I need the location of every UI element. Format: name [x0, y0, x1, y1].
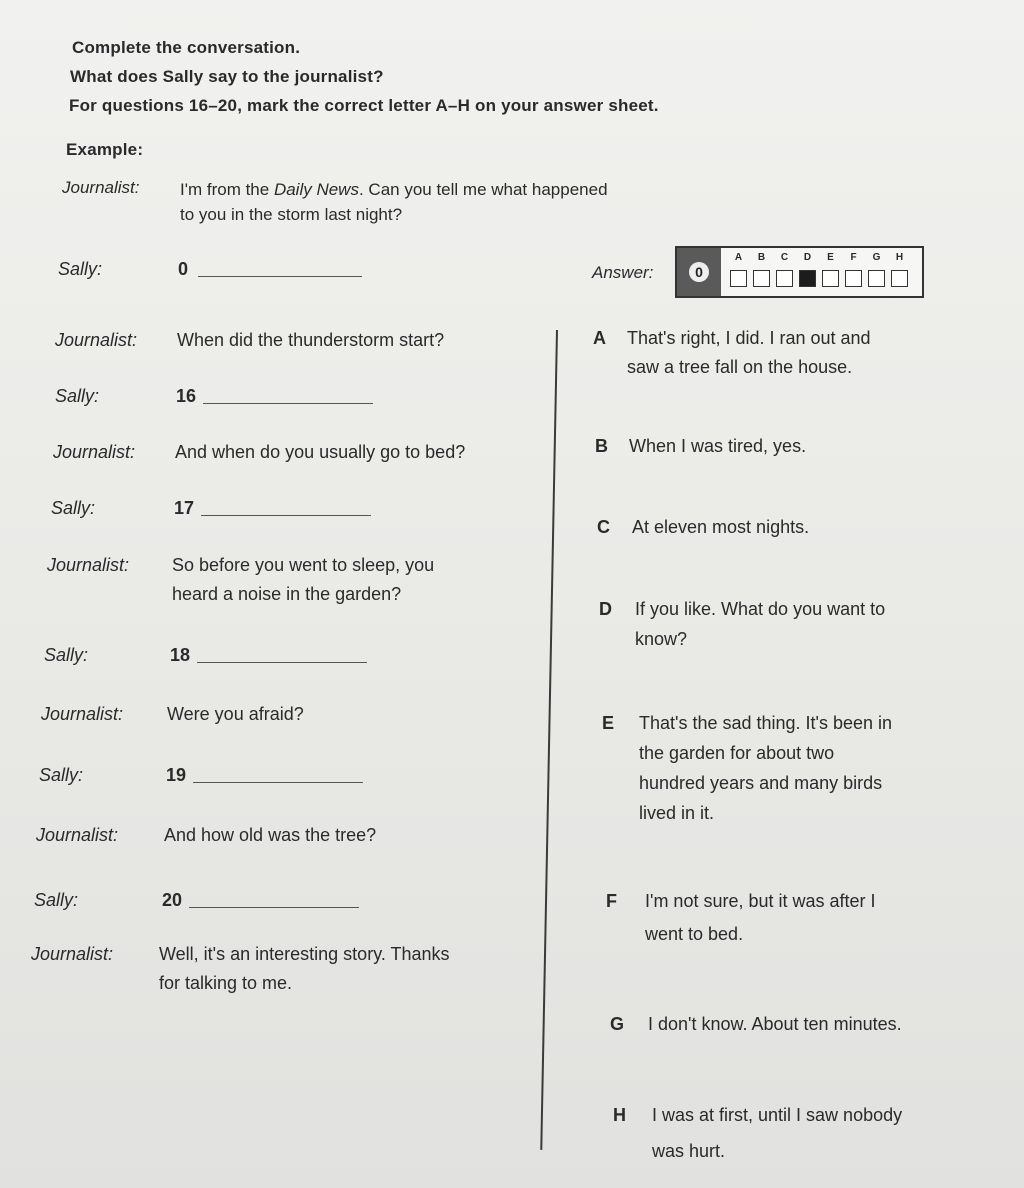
answer-sheet-letter: A	[734, 252, 743, 263]
answer-sheet-letter: H	[895, 252, 904, 263]
answer-sheet-option-b	[750, 252, 773, 287]
option-text: I was at first, until I saw nobody	[652, 1105, 903, 1125]
option-letter-g: G	[610, 1014, 625, 1034]
question-number: 18	[170, 645, 191, 665]
newspaper-name: Daily News	[273, 180, 359, 199]
option-text: When I was tired, yes.	[629, 436, 807, 456]
answer-blank[interactable]	[189, 907, 359, 908]
instruction-line-1: Complete the conversation.	[72, 38, 301, 57]
answer-sheet-box	[891, 270, 908, 287]
option-text: was hurt.	[652, 1141, 726, 1161]
answer-sheet-option-h	[888, 252, 911, 287]
answer-sheet-option-a	[727, 252, 750, 287]
example-answer-blank	[198, 276, 362, 277]
option-letter-a: A	[593, 328, 606, 348]
question-number: 20	[162, 890, 183, 910]
column-divider	[540, 330, 558, 1150]
journalist-line: heard a noise in the garden?	[172, 584, 402, 604]
option-letter-e: E	[602, 713, 615, 733]
answer-sheet-letters	[727, 252, 911, 287]
instruction-line-2: What does Sally say to the journalist?	[70, 67, 384, 86]
answer-sheet-letter: B	[757, 252, 766, 263]
option-letter-f: F	[606, 891, 617, 911]
journalist-line: And how old was the tree?	[164, 825, 377, 845]
answer-sheet-box	[868, 270, 885, 287]
speaker-sally: Sally:	[34, 890, 79, 910]
answer-sheet-option-f	[842, 252, 865, 287]
option-text: That's right, I did. I ran out and	[627, 328, 871, 348]
speaker-sally: Sally:	[55, 386, 100, 406]
journalist-line: When did the thunderstorm start?	[177, 330, 445, 350]
answer-sheet-letter: G	[872, 252, 881, 263]
example-journalist-line-2: to you in the storm last night?	[180, 205, 403, 224]
speaker-journalist: Journalist:	[31, 944, 114, 964]
journalist-line: Were you afraid?	[167, 704, 304, 724]
answer-sheet-box	[776, 270, 793, 287]
speaker-journalist: Journalist:	[53, 442, 136, 462]
answer-sheet-option-d	[796, 252, 819, 287]
option-text: That's the sad thing. It's been in	[639, 713, 893, 733]
option-text: I'm not sure, but it was after I	[645, 891, 876, 911]
question-number: 19	[166, 765, 187, 785]
option-letter-d: D	[599, 599, 612, 619]
answer-blank[interactable]	[193, 782, 363, 783]
speaker-journalist: Journalist:	[41, 704, 124, 724]
speaker-journalist: Journalist:	[55, 330, 138, 350]
answer-blank[interactable]	[203, 403, 373, 404]
example-number: 0	[178, 259, 189, 279]
option-text: hundred years and many birds	[639, 773, 883, 793]
answer-sheet-option-e	[819, 252, 842, 287]
speaker-sally: Sally:	[44, 645, 89, 665]
answer-sheet-option-c	[773, 252, 796, 287]
answer-sheet-example	[675, 246, 924, 298]
option-text: If you like. What do you want to	[635, 599, 886, 619]
answer-sheet-option-g	[865, 252, 888, 287]
example-heading: Example:	[66, 140, 144, 159]
option-text: went to bed.	[645, 924, 744, 944]
answer-sheet-letter: D	[803, 252, 812, 263]
example-sally-label: Sally:	[58, 259, 103, 279]
option-letter-c: C	[597, 517, 610, 537]
speaker-journalist: Journalist:	[36, 825, 119, 845]
answer-sheet-letter: F	[850, 252, 857, 263]
answer-label: Answer:	[592, 263, 654, 282]
option-text: At eleven most nights.	[632, 517, 810, 537]
journalist-line: And when do you usually go to bed?	[175, 442, 466, 462]
example-journalist-line-1	[180, 180, 608, 200]
example-text-post: . Can you tell me what happened	[358, 180, 608, 199]
option-letter-h: H	[613, 1105, 626, 1125]
speaker-sally: Sally:	[51, 498, 96, 518]
answer-sheet-box	[730, 270, 747, 287]
answer-sheet-number	[677, 248, 721, 296]
answer-blank[interactable]	[201, 515, 371, 516]
speaker-journalist: Journalist:	[47, 555, 130, 575]
answer-sheet-number-text: 0	[689, 262, 709, 282]
journalist-line: Well, it's an interesting story. Thanks	[159, 944, 450, 964]
option-text: I don't know. About ten minutes.	[648, 1014, 902, 1034]
example-journalist-label: Journalist:	[62, 178, 140, 197]
answer-blank[interactable]	[197, 662, 367, 663]
answer-sheet-box	[845, 270, 862, 287]
option-letter-b: B	[595, 436, 608, 456]
answer-sheet-box	[799, 270, 816, 287]
instruction-line-3: For questions 16–20, mark the correct letter A–H on your answer sheet.	[69, 96, 659, 115]
answer-sheet-box	[753, 270, 770, 287]
answer-sheet-letter: C	[780, 252, 789, 263]
option-text: the garden for about two	[639, 743, 835, 763]
question-number: 16	[176, 386, 197, 406]
answer-sheet-box	[822, 270, 839, 287]
option-text: lived in it.	[639, 803, 715, 823]
option-text: saw a tree fall on the house.	[627, 357, 853, 377]
speaker-sally: Sally:	[39, 765, 84, 785]
option-text: know?	[635, 629, 688, 649]
answer-sheet-letter: E	[827, 252, 834, 263]
journalist-line: for talking to me.	[159, 973, 293, 993]
journalist-line: So before you went to sleep, you	[172, 555, 435, 575]
example-text-pre: I'm from the	[180, 180, 274, 199]
question-number: 17	[174, 498, 195, 518]
